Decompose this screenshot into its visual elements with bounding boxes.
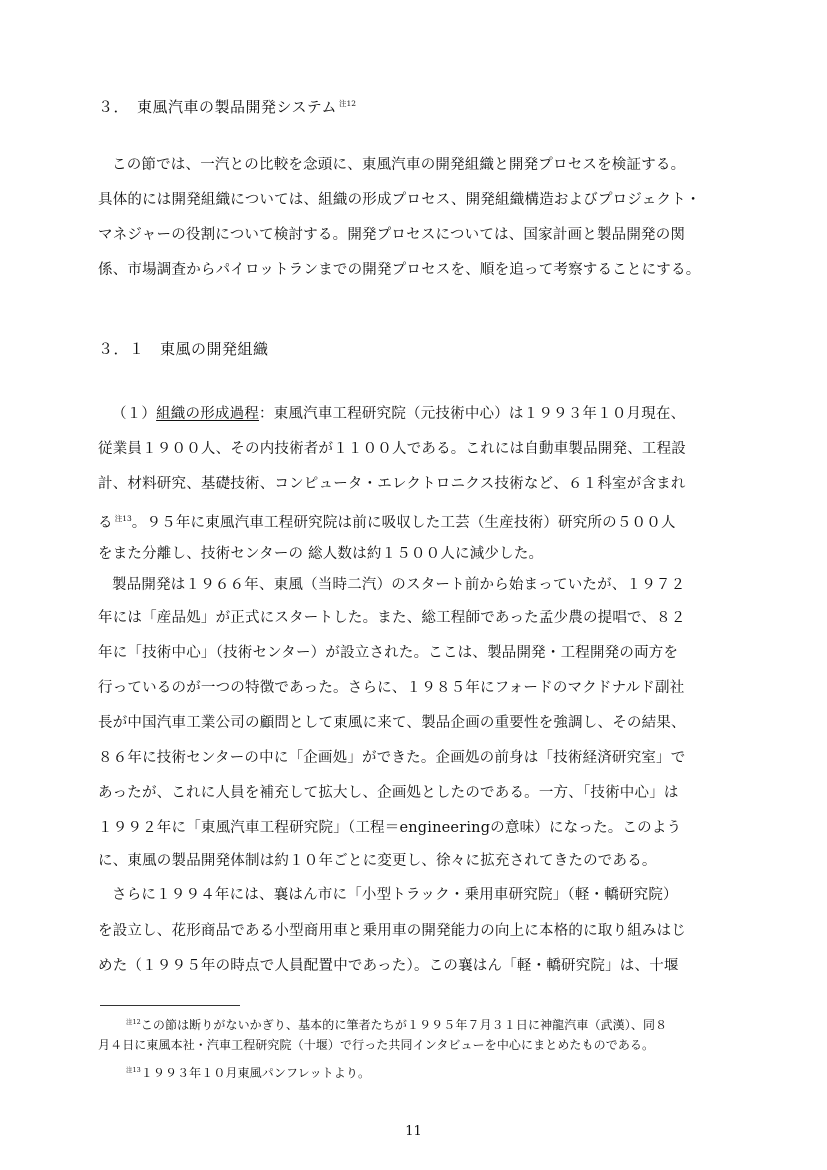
para2-line: ８６年に技術センターの中に「企画処」ができた。企画処の前身は「技術経済研究室」で	[98, 750, 686, 766]
section-heading-text: ３． 東風汽車の製品開発システム	[98, 98, 338, 116]
footnote-divider	[100, 1005, 240, 1006]
intro-line: この節では、一汽との比較を念頭に、東風汽車の開発組織と開発プロセスを検証する。	[112, 157, 686, 173]
footnote-12-line2: 月４日に東風本社・汽車工程研究院（十堰）で行った共同インタビューを中心にまとめたものである。	[98, 1038, 655, 1052]
footnote-12-line1	[124, 1014, 667, 1033]
page-number: 11	[405, 1124, 422, 1139]
footnote-13-mark: 注13	[126, 1066, 141, 1074]
section-heading	[98, 94, 356, 117]
para2-line: 製品開発は１９６６年、東風（当時二汽）のスタート前から始まっていたが、１９７２	[112, 577, 686, 593]
intro-line: マネジャーの役割について検討する。開発プロセスについては、国家計画と製品開発の関	[98, 227, 686, 243]
para1-line4-post: 。９５年に東風汽車工程研究院は前に吸収した工芸（生産技術）研究所の５００人	[131, 514, 676, 531]
para2-line: に、東風の製品開発体制は約１０年ごとに変更し、徐々に拡充されてきたのである。	[98, 853, 657, 869]
subsection-heading: ３．１ 東風の開発組織	[98, 340, 269, 358]
para1-line: をまた分離し、技術センターの 総人数は約１５００人に減少した。	[98, 546, 544, 562]
footnote-13-text: １９９３年１０月東風パンフレットより。	[140, 1066, 371, 1080]
footnote-13	[124, 1062, 370, 1081]
para2-line: 行っているのが一つの特徴であった。さらに、１９８５年にフォードのマクドナルド副社	[98, 680, 685, 696]
para1-line4-pre: る	[98, 514, 113, 531]
section-heading-note: 注12	[339, 99, 357, 108]
para1-line1	[112, 404, 685, 424]
para1-line4	[98, 509, 676, 533]
para2-line: 長が中国汽車工業公司の顧問として東風に来て、製品企画の重要性を強調し、その結果、	[98, 715, 686, 731]
para2-line: あったが、これに人員を補充して拡大し、企画処としたのである。一方、「技術中心」は	[98, 785, 679, 801]
para3-line: さらに１９９４年には、襄はん市に「小型トラック・乗用車研究院」（軽・轎研究院）	[112, 887, 678, 903]
para1-line1-rest: ：東風汽車工程研究院（元技術中心）は１９９３年１０月現在、	[259, 406, 686, 422]
para1-lead: （１）	[112, 406, 157, 422]
intro-line: 係、市場調査からパイロットランまでの開発プロセスを、順を追って考察することにする。	[98, 262, 701, 278]
footnote-12-mark: 注12	[126, 1018, 141, 1026]
para3-line: めた（１９９５年の時点で人員配置中であった）。この襄はん「軽・轎研究院」は、十堰	[98, 958, 679, 974]
para2-line: 年に「技術中心」（技術センター）が設立された。ここは、製品開発・工程開発の両方を	[98, 645, 679, 661]
para1-note13: 注13	[114, 514, 132, 523]
para1-line: 従業員１９００人、その内技術者が１１００人である。これには自動車製品開発、工程設	[98, 441, 686, 457]
para1-line: 計、材料研究、基礎技術、コンピュータ・エレクトロニクス技術など、６１科室が含まれ	[98, 476, 686, 492]
intro-line: 具体的には開発組織については、組織の形成プロセス、開発組織構造およびプロジェクト・	[98, 192, 701, 208]
para2-line: １９９２年に「東風汽車工程研究院」（工程＝engineeringの意味）になった。このよう	[98, 820, 682, 836]
para3-line: を設立し、花形商品である小型商用車と乗用車の開発能力の向上に本格的に取り組みはじ	[98, 923, 686, 939]
para1-topic: 組織の形成過程	[156, 406, 260, 422]
para2-line: 年には「産品処」が正式にスタートした。また、総工程師であった孟少農の提唱で、８２	[98, 610, 686, 626]
footnote-12-text: この節は断りがないかぎり、基本的に筆者たちが１９９５年７月３１日に神龍汽車（武漢）、同８	[140, 1018, 668, 1032]
